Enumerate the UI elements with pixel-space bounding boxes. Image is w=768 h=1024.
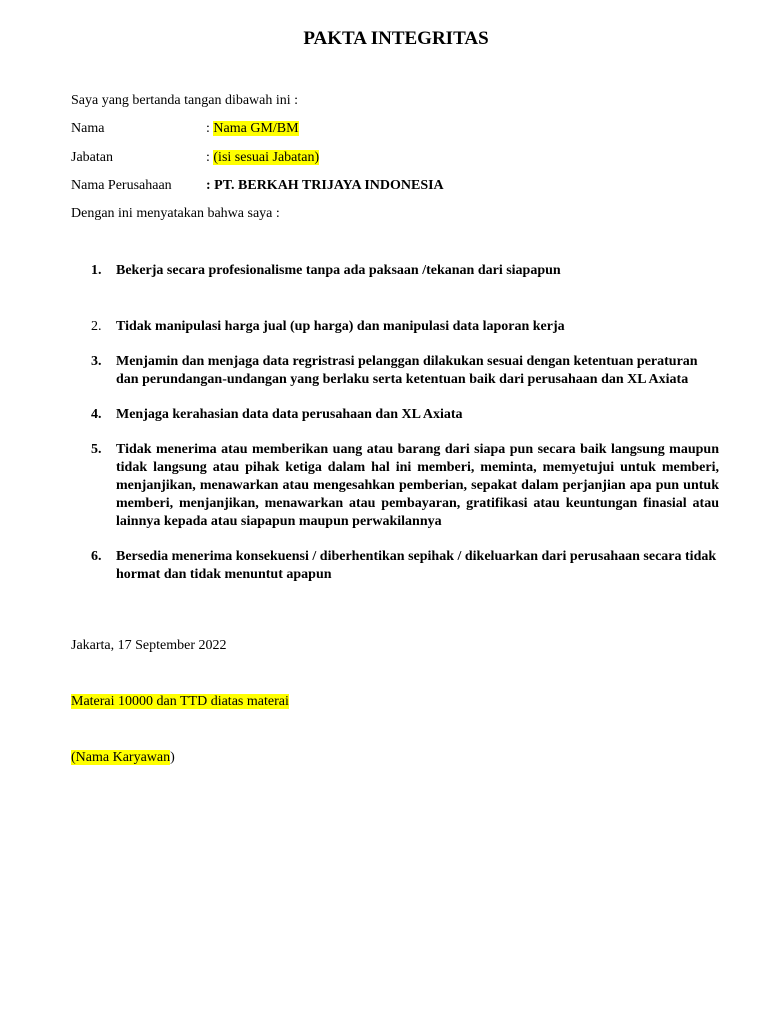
signature-name (71, 750, 175, 766)
list-item-number: 2. (91, 319, 102, 334)
field-value-jabatan (206, 150, 319, 166)
field-value-nama (206, 121, 299, 137)
list-item-text: Bersedia menerima konsekuensi / diberhentikan sepihak / dikeluarkan dari perusahaan secara tidak hormat dan tidak menuntut apapun (116, 549, 717, 582)
list-item-number: 4. (91, 407, 102, 422)
signature-close-paren: ) (170, 750, 175, 765)
intro-text: Saya yang bertanda tangan dibawah ini : (71, 93, 299, 108)
list-item (91, 406, 719, 424)
list-item (91, 262, 719, 280)
list-item-text: Bekerja secara profesionalisme tanpa ada paksaan /tekanan dari siapapun (116, 263, 561, 278)
list-item (91, 441, 719, 531)
stamp-note (71, 694, 289, 710)
jabatan-placeholder: (isi sesuai Jabatan) (213, 150, 320, 165)
list-item-text: Menjaga kerahasian data data perusahaan dan XL Axiata (116, 407, 463, 422)
field-separator: : (206, 121, 214, 136)
signature-name-placeholder: Nama Karyawan (75, 750, 171, 765)
stamp-note-text: Materai 10000 dan TTD diatas materai (71, 694, 289, 709)
field-separator: : (206, 150, 214, 165)
list-item-text: Menjamin dan menjaga data regristrasi pelanggan dilakukan sesuai dengan ketentuan peraturan dan perundangan-undangan yang berlaku serta ketentuan baik dari perusahaan dan XL Axiata (116, 354, 698, 387)
declaration-text: Dengan ini menyatakan bahwa saya : (71, 206, 280, 221)
list-item (91, 318, 719, 336)
field-label-jabatan: Jabatan (71, 150, 113, 165)
field-label-perusahaan: Nama Perusahaan (71, 178, 172, 193)
field-label-nama: Nama (71, 121, 105, 136)
place-date: Jakarta, 17 September 2022 (71, 638, 227, 653)
list-item-number: 1. (91, 263, 102, 278)
field-value-perusahaan: : PT. BERKAH TRIJAYA INDONESIA (206, 178, 444, 193)
list-item-number: 5. (91, 442, 102, 457)
nama-placeholder: Nama GM/BM (213, 121, 299, 136)
list-item-number: 6. (91, 549, 102, 564)
list-item-number: 3. (91, 354, 102, 369)
list-item-text: Tidak menerima atau memberikan uang atau barang dari siapa pun secara baik langsung maupun tidak langsung atau pihak ketiga dalam hal ini memberi, meminta, memyetujui untuk memberi, menjanjikan, menawarkan atau mengesahkan pemberian, sepakat dalam perjanjian apa pun untuk memberi, menjanjikan, menawarkan atau pembayaran, gratifikasi atau keuntungan finasial atau lainnya kepada atau siapapun maupun perwakilannya (116, 442, 719, 529)
list-item (91, 353, 719, 389)
list-item (91, 548, 719, 584)
signature-open-paren: ( (71, 750, 76, 765)
list-item-text: Tidak manipulasi harga jual (up harga) dan manipulasi data laporan kerja (116, 319, 565, 334)
document-title: PAKTA INTEGRITAS (303, 28, 489, 49)
